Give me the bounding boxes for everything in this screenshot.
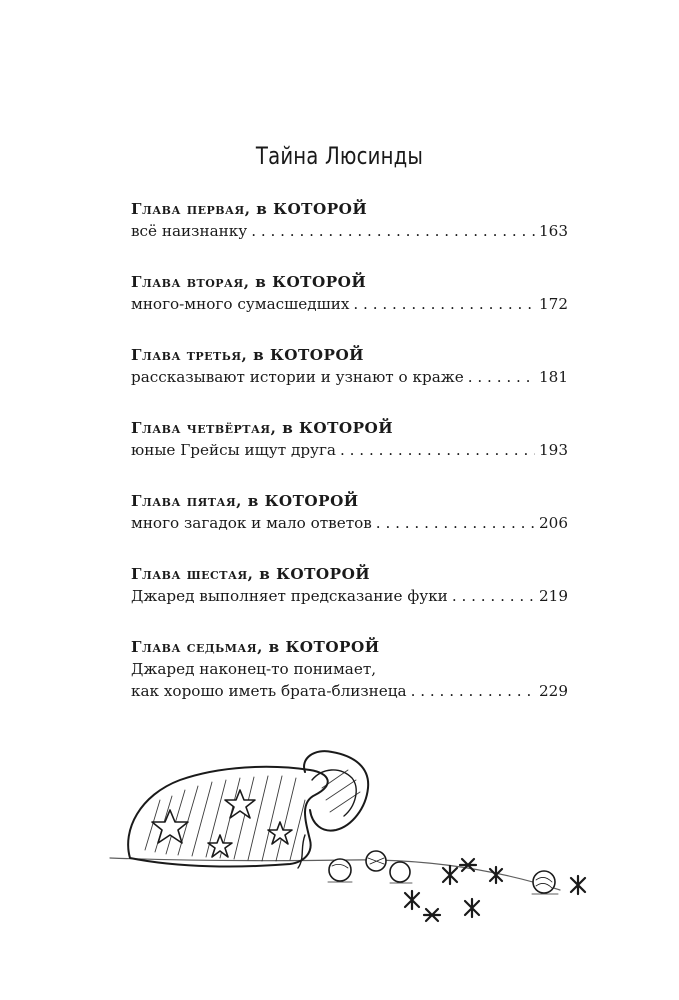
chapter-title-first-line: Джаред наконец-то понимает, <box>131 660 377 678</box>
chapter-title: юные Грейсы ищут друга <box>131 441 336 459</box>
chapter-title-line <box>131 680 568 702</box>
chapter-title-line <box>131 512 568 534</box>
table-of-contents <box>131 198 568 731</box>
chapter-heading-suffix: , в КОТОРОЙ <box>243 273 367 291</box>
page-title: Тайна Люсинды <box>255 142 424 170</box>
chapter-heading <box>131 344 568 366</box>
dot-leader <box>411 680 535 702</box>
chapter-title: рассказывают истории и узнают о краже <box>131 368 464 386</box>
chapter-title: всё наизнанку <box>131 222 248 240</box>
chapter-title-line <box>131 366 568 388</box>
sack-with-balls-and-jacks-drawing-icon <box>100 740 590 930</box>
chapter-heading-label: Глава четвёртая <box>131 419 271 437</box>
page-number: 193 <box>539 441 568 459</box>
chapter-heading-label: Глава шестая <box>131 565 248 583</box>
chapter-heading <box>131 490 568 512</box>
page-number: 163 <box>539 222 568 240</box>
chapter-heading-suffix: , в КОТОРОЙ <box>257 638 380 656</box>
chapter-heading <box>131 563 568 585</box>
dot-leader <box>251 220 535 242</box>
chapter-heading-suffix: , в КОТОРОЙ <box>247 565 371 583</box>
chapter-title: много-много сумасшедших <box>131 295 350 313</box>
chapter-heading-label: Глава первая <box>131 200 245 218</box>
chapter-title-line <box>131 293 568 315</box>
chapter-heading <box>131 271 568 293</box>
page-number: 181 <box>539 368 568 386</box>
toc-entry-7 <box>131 636 568 702</box>
toc-entry-1 <box>131 198 568 242</box>
chapter-title: Джаред выполняет предсказание фуки <box>131 587 448 605</box>
chapter-title: много загадок и мало ответов <box>131 514 372 532</box>
chapter-heading <box>131 198 568 220</box>
page-number: 172 <box>539 295 568 313</box>
toc-entry-4 <box>131 417 568 461</box>
dot-leader <box>452 585 535 607</box>
chapter-title-line <box>131 220 568 242</box>
chapter-heading-suffix: , в КОТОРОЙ <box>236 492 359 510</box>
chapter-heading <box>131 636 568 658</box>
page-number: 206 <box>539 514 568 532</box>
page-number: 219 <box>539 587 568 605</box>
dot-leader <box>353 293 535 315</box>
dot-leader <box>376 512 535 534</box>
chapter-heading-label: Глава третья <box>131 346 242 364</box>
chapter-title: как хорошо иметь брата-близнеца <box>131 682 407 700</box>
chapter-heading-label: Глава пятая <box>131 492 237 510</box>
toc-entry-5 <box>131 490 568 534</box>
chapter-title-line <box>131 439 568 461</box>
chapter-heading-suffix: , в КОТОРОЙ <box>241 346 365 364</box>
chapter-heading-suffix: , в КОТОРОЙ <box>244 200 368 218</box>
dot-leader <box>340 439 535 461</box>
page-number: 229 <box>539 682 568 700</box>
chapter-heading-suffix: , в КОТОРОЙ <box>270 419 394 437</box>
toc-entry-2 <box>131 271 568 315</box>
chapter-heading-label: Глава седьмая <box>131 638 258 656</box>
toc-entry-6 <box>131 563 568 607</box>
dot-leader <box>468 366 535 388</box>
toc-entry-3 <box>131 344 568 388</box>
chapter-title-line <box>131 585 568 607</box>
chapter-heading <box>131 417 568 439</box>
chapter-heading-label: Глава вторая <box>131 273 244 291</box>
